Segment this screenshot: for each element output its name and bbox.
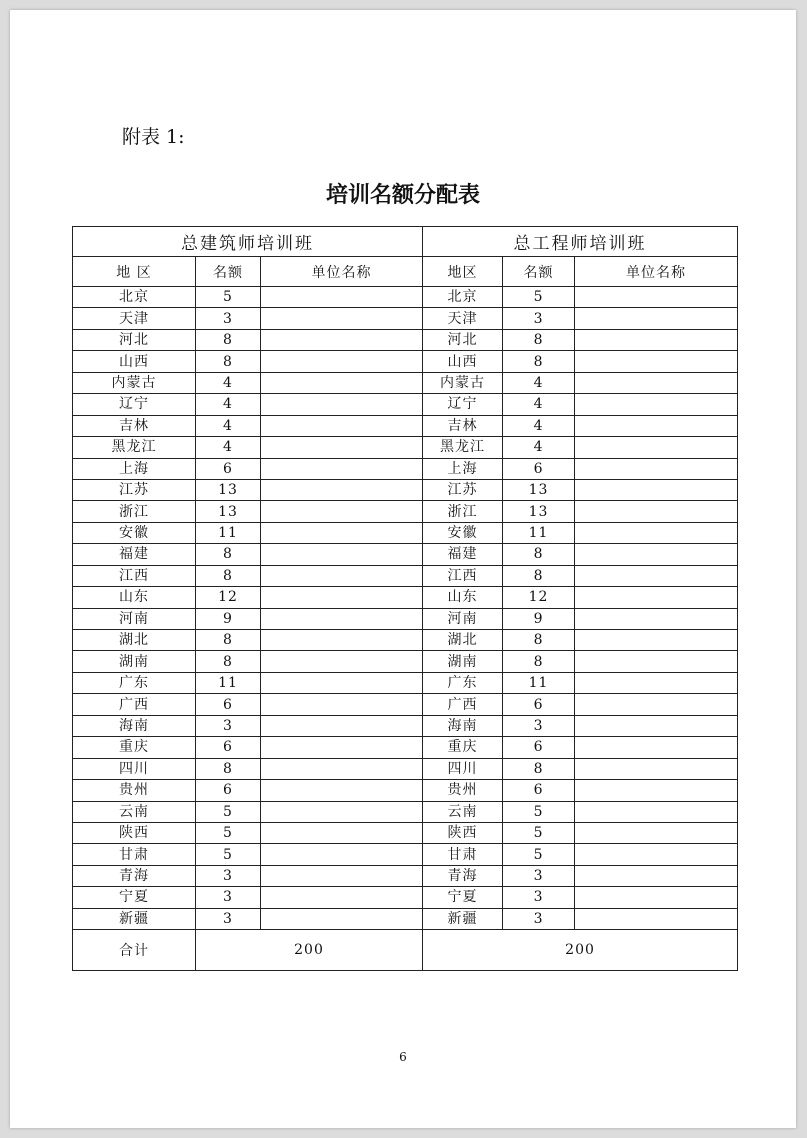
architect-unit-name-cell [261, 437, 423, 458]
engineer-quota-cell: 13 [503, 501, 575, 522]
table-row [73, 501, 738, 522]
architect-unit-name-cell [261, 287, 423, 308]
region-cell: 重庆 [73, 737, 196, 758]
architect-quota-cell: 9 [196, 608, 261, 629]
engineer-quota-cell: 8 [503, 651, 575, 672]
architect-quota-cell: 5 [196, 822, 261, 843]
document-page [10, 10, 796, 1128]
region-cell: 河南 [423, 608, 503, 629]
quota-allocation-table [72, 226, 738, 971]
engineer-unit-name-cell [575, 287, 738, 308]
architect-quota-cell: 13 [196, 479, 261, 500]
region-cell: 浙江 [423, 501, 503, 522]
architect-unit-name-cell [261, 865, 423, 886]
region-cell: 黑龙江 [73, 437, 196, 458]
engineer-total-value: 200 [423, 930, 738, 971]
region-cell: 陕西 [423, 822, 503, 843]
annex-label: 附表 1: [122, 126, 185, 148]
region-cell: 福建 [423, 544, 503, 565]
engineer-unit-name-cell [575, 479, 738, 500]
table-row [73, 694, 738, 715]
engineer-unit-name-cell [575, 329, 738, 350]
region-cell: 上海 [423, 458, 503, 479]
region-cell: 山西 [423, 351, 503, 372]
region-cell: 陕西 [73, 822, 196, 843]
column-header-region: 地区 [423, 257, 503, 287]
architect-unit-name-cell [261, 822, 423, 843]
architect-unit-name-cell [261, 780, 423, 801]
architect-quota-cell: 3 [196, 908, 261, 929]
architect-unit-name-cell [261, 758, 423, 779]
architect-unit-name-cell [261, 651, 423, 672]
architect-unit-name-cell [261, 587, 423, 608]
table-row [73, 308, 738, 329]
region-cell: 浙江 [73, 501, 196, 522]
column-header-quota: 名额 [503, 257, 575, 287]
architect-quota-cell: 5 [196, 287, 261, 308]
engineer-quota-cell: 8 [503, 565, 575, 586]
architect-unit-name-cell [261, 672, 423, 693]
engineer-unit-name-cell [575, 308, 738, 329]
table-row [73, 587, 738, 608]
table-row [73, 544, 738, 565]
region-cell: 云南 [73, 801, 196, 822]
architect-quota-cell: 11 [196, 672, 261, 693]
architect-quota-cell: 5 [196, 844, 261, 865]
column-header-unit-name: 单位名称 [575, 257, 738, 287]
engineer-unit-name-cell [575, 608, 738, 629]
region-cell: 安徽 [423, 522, 503, 543]
architect-quota-cell: 5 [196, 801, 261, 822]
engineer-quota-cell: 6 [503, 694, 575, 715]
table-row [73, 672, 738, 693]
table-row [73, 822, 738, 843]
architect-quota-cell: 3 [196, 308, 261, 329]
table-row [73, 437, 738, 458]
engineer-quota-cell: 6 [503, 458, 575, 479]
table-row [73, 780, 738, 801]
table-row [73, 565, 738, 586]
table-row [73, 394, 738, 415]
architect-quota-cell: 8 [196, 630, 261, 651]
region-cell: 吉林 [73, 415, 196, 436]
architect-total-value: 200 [196, 930, 423, 971]
architect-unit-name-cell [261, 801, 423, 822]
total-label: 合计 [73, 930, 196, 971]
architect-quota-cell: 6 [196, 737, 261, 758]
engineer-unit-name-cell [575, 351, 738, 372]
table-row [73, 415, 738, 436]
table-row [73, 458, 738, 479]
region-cell: 天津 [423, 308, 503, 329]
region-cell: 广东 [423, 672, 503, 693]
region-cell: 江西 [423, 565, 503, 586]
table-row [73, 844, 738, 865]
region-cell: 海南 [73, 715, 196, 736]
region-cell: 河北 [423, 329, 503, 350]
region-cell: 青海 [423, 865, 503, 886]
region-cell: 安徽 [73, 522, 196, 543]
architect-unit-name-cell [261, 887, 423, 908]
engineer-group-header: 总工程师培训班 [423, 227, 738, 257]
engineer-unit-name-cell [575, 737, 738, 758]
table-row [73, 651, 738, 672]
total-row [73, 930, 738, 971]
region-cell: 贵州 [423, 780, 503, 801]
region-cell: 山东 [73, 587, 196, 608]
region-cell: 青海 [73, 865, 196, 886]
engineer-unit-name-cell [575, 758, 738, 779]
region-cell: 宁夏 [423, 887, 503, 908]
engineer-quota-cell: 3 [503, 715, 575, 736]
architect-quota-cell: 8 [196, 351, 261, 372]
column-header-quota: 名额 [196, 257, 261, 287]
engineer-unit-name-cell [575, 715, 738, 736]
engineer-quota-cell: 8 [503, 544, 575, 565]
region-cell: 湖北 [423, 630, 503, 651]
engineer-quota-cell: 9 [503, 608, 575, 629]
region-cell: 辽宁 [73, 394, 196, 415]
region-cell: 海南 [423, 715, 503, 736]
region-cell: 吉林 [423, 415, 503, 436]
engineer-unit-name-cell [575, 544, 738, 565]
table-row [73, 608, 738, 629]
engineer-unit-name-cell [575, 651, 738, 672]
engineer-quota-cell: 5 [503, 801, 575, 822]
column-header-unit-name: 单位名称 [261, 257, 423, 287]
architect-quota-cell: 8 [196, 565, 261, 586]
engineer-unit-name-cell [575, 801, 738, 822]
architect-quota-cell: 6 [196, 780, 261, 801]
region-cell: 内蒙古 [423, 372, 503, 393]
architect-quota-cell: 4 [196, 394, 261, 415]
region-cell: 湖南 [423, 651, 503, 672]
engineer-unit-name-cell [575, 672, 738, 693]
table-row [73, 908, 738, 929]
region-cell: 江西 [73, 565, 196, 586]
table-row [73, 351, 738, 372]
region-cell: 贵州 [73, 780, 196, 801]
engineer-quota-cell: 11 [503, 672, 575, 693]
table-row [73, 522, 738, 543]
architect-unit-name-cell [261, 351, 423, 372]
engineer-quota-cell: 6 [503, 780, 575, 801]
architect-unit-name-cell [261, 415, 423, 436]
engineer-unit-name-cell [575, 865, 738, 886]
architect-unit-name-cell [261, 394, 423, 415]
engineer-quota-cell: 12 [503, 587, 575, 608]
region-cell: 辽宁 [423, 394, 503, 415]
engineer-unit-name-cell [575, 887, 738, 908]
region-cell: 福建 [73, 544, 196, 565]
engineer-unit-name-cell [575, 844, 738, 865]
table-row [73, 865, 738, 886]
region-cell: 宁夏 [73, 887, 196, 908]
engineer-unit-name-cell [575, 822, 738, 843]
engineer-quota-cell: 4 [503, 394, 575, 415]
architect-unit-name-cell [261, 501, 423, 522]
engineer-unit-name-cell [575, 587, 738, 608]
region-cell: 北京 [423, 287, 503, 308]
architect-quota-cell: 4 [196, 415, 261, 436]
engineer-quota-cell: 11 [503, 522, 575, 543]
region-cell: 甘肃 [73, 844, 196, 865]
region-cell: 内蒙古 [73, 372, 196, 393]
region-cell: 湖南 [73, 651, 196, 672]
architect-unit-name-cell [261, 522, 423, 543]
engineer-quota-cell: 3 [503, 865, 575, 886]
engineer-quota-cell: 5 [503, 844, 575, 865]
engineer-unit-name-cell [575, 501, 738, 522]
engineer-quota-cell: 4 [503, 437, 575, 458]
architect-unit-name-cell [261, 694, 423, 715]
table-row [73, 737, 738, 758]
architect-quota-cell: 4 [196, 372, 261, 393]
architect-unit-name-cell [261, 737, 423, 758]
engineer-quota-cell: 3 [503, 308, 575, 329]
engineer-quota-cell: 13 [503, 479, 575, 500]
column-header-region: 地 区 [73, 257, 196, 287]
architect-unit-name-cell [261, 908, 423, 929]
architect-unit-name-cell [261, 844, 423, 865]
engineer-quota-cell: 4 [503, 415, 575, 436]
engineer-unit-name-cell [575, 522, 738, 543]
architect-quota-cell: 8 [196, 758, 261, 779]
architect-quota-cell: 8 [196, 544, 261, 565]
engineer-unit-name-cell [575, 780, 738, 801]
table-row [73, 329, 738, 350]
engineer-unit-name-cell [575, 437, 738, 458]
region-cell: 新疆 [73, 908, 196, 929]
page-title: 培训名额分配表 [325, 182, 480, 208]
architect-unit-name-cell [261, 544, 423, 565]
engineer-unit-name-cell [575, 415, 738, 436]
region-cell: 北京 [73, 287, 196, 308]
table-row [73, 479, 738, 500]
architect-unit-name-cell [261, 608, 423, 629]
engineer-unit-name-cell [575, 694, 738, 715]
architect-quota-cell: 6 [196, 694, 261, 715]
region-cell: 天津 [73, 308, 196, 329]
engineer-unit-name-cell [575, 458, 738, 479]
group-header-row [73, 227, 738, 257]
architect-unit-name-cell [261, 715, 423, 736]
region-cell: 河北 [73, 329, 196, 350]
architect-quota-cell: 6 [196, 458, 261, 479]
region-cell: 四川 [423, 758, 503, 779]
architect-quota-cell: 3 [196, 887, 261, 908]
region-cell: 重庆 [423, 737, 503, 758]
architect-unit-name-cell [261, 329, 423, 350]
engineer-quota-cell: 5 [503, 822, 575, 843]
engineer-unit-name-cell [575, 394, 738, 415]
region-cell: 江苏 [73, 479, 196, 500]
engineer-unit-name-cell [575, 372, 738, 393]
engineer-quota-cell: 3 [503, 908, 575, 929]
region-cell: 上海 [73, 458, 196, 479]
column-header-row [73, 257, 738, 287]
architect-quota-cell: 13 [196, 501, 261, 522]
architect-quota-cell: 12 [196, 587, 261, 608]
engineer-unit-name-cell [575, 565, 738, 586]
architect-group-header: 总建筑师培训班 [73, 227, 423, 257]
table-row [73, 287, 738, 308]
table-row [73, 372, 738, 393]
region-cell: 广西 [73, 694, 196, 715]
region-cell: 山西 [73, 351, 196, 372]
region-cell: 云南 [423, 801, 503, 822]
engineer-unit-name-cell [575, 630, 738, 651]
region-cell: 河南 [73, 608, 196, 629]
engineer-quota-cell: 8 [503, 329, 575, 350]
engineer-quota-cell: 3 [503, 887, 575, 908]
engineer-quota-cell: 6 [503, 737, 575, 758]
architect-quota-cell: 3 [196, 715, 261, 736]
region-cell: 新疆 [423, 908, 503, 929]
architect-unit-name-cell [261, 308, 423, 329]
architect-quota-cell: 8 [196, 651, 261, 672]
table-body [73, 287, 738, 930]
table-row [73, 630, 738, 651]
region-cell: 山东 [423, 587, 503, 608]
architect-quota-cell: 11 [196, 522, 261, 543]
architect-quota-cell: 3 [196, 865, 261, 886]
region-cell: 湖北 [73, 630, 196, 651]
engineer-quota-cell: 8 [503, 630, 575, 651]
architect-unit-name-cell [261, 458, 423, 479]
architect-unit-name-cell [261, 372, 423, 393]
engineer-quota-cell: 8 [503, 758, 575, 779]
engineer-unit-name-cell [575, 908, 738, 929]
table-row [73, 758, 738, 779]
engineer-quota-cell: 5 [503, 287, 575, 308]
engineer-quota-cell: 8 [503, 351, 575, 372]
table-row [73, 715, 738, 736]
region-cell: 江苏 [423, 479, 503, 500]
architect-quota-cell: 4 [196, 437, 261, 458]
engineer-quota-cell: 4 [503, 372, 575, 393]
page-number: 6 [399, 1050, 407, 1064]
table-row [73, 887, 738, 908]
region-cell: 黑龙江 [423, 437, 503, 458]
region-cell: 广西 [423, 694, 503, 715]
architect-unit-name-cell [261, 565, 423, 586]
region-cell: 广东 [73, 672, 196, 693]
table-row [73, 801, 738, 822]
architect-unit-name-cell [261, 630, 423, 651]
region-cell: 甘肃 [423, 844, 503, 865]
architect-unit-name-cell [261, 479, 423, 500]
architect-quota-cell: 8 [196, 329, 261, 350]
region-cell: 四川 [73, 758, 196, 779]
